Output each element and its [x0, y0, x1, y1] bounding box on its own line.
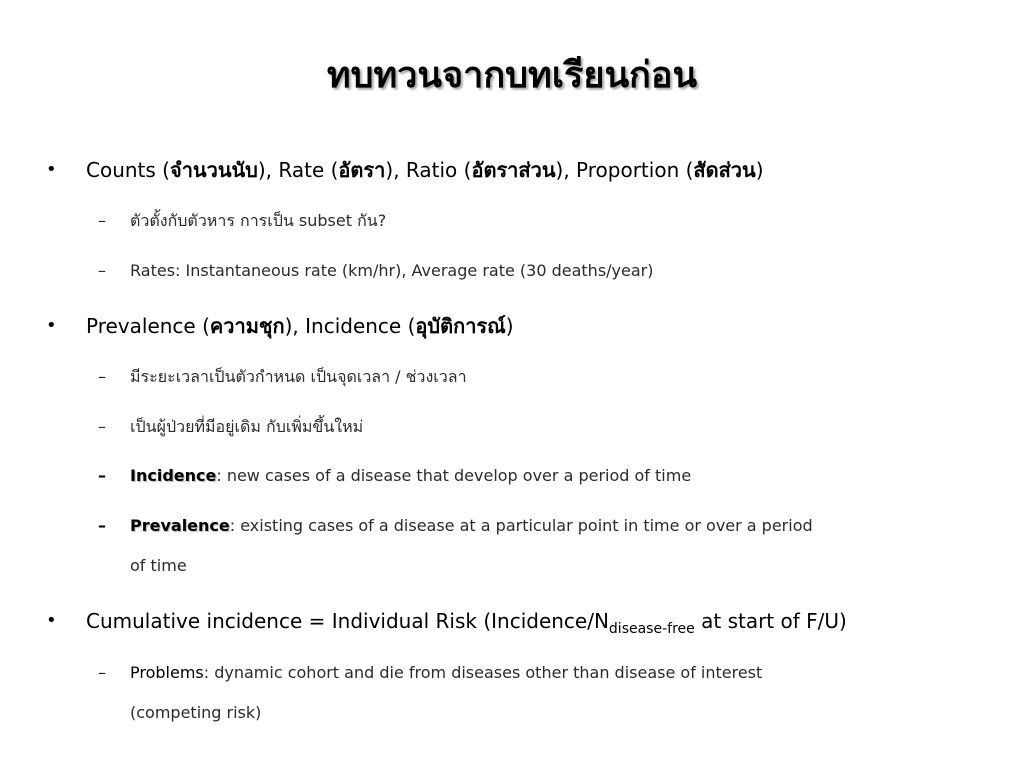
text: ), Incidence (	[284, 314, 416, 338]
sub-bullet-problems	[130, 660, 762, 686]
bullet-prevalence-incidence	[86, 311, 514, 341]
sub-bullet-subset: ตัวตั้งกับตัวหาร การเป็น subset กัน?	[130, 211, 387, 230]
sub-bullet-incidence-def	[130, 463, 691, 489]
sub-bullet-rates: Rates: Instantaneous rate (km/hr), Average rate (30 deaths/year)	[130, 261, 654, 280]
text: at start of F/U)	[694, 609, 847, 633]
thai-term-proportion: สัดส่วน	[693, 158, 756, 182]
sub-bullet-prevalence-def	[130, 513, 813, 539]
bullet-icon: •	[46, 159, 57, 180]
sub-bullet-prevalence-def-cont: of time	[130, 556, 187, 575]
subscript-disease-free: disease-free	[608, 621, 695, 637]
thai-term-prevalence: ความชุก	[209, 314, 285, 338]
term-prevalence: Prevalence	[130, 516, 230, 535]
text: ), Rate (	[257, 158, 339, 182]
bullet-cumulative-incidence	[86, 606, 847, 636]
thai-term-incidence: อุบัติการณ์	[415, 314, 506, 338]
text: ), Proportion (	[555, 158, 694, 182]
text: : dynamic cohort and die from diseases other than disease of interest	[203, 663, 763, 682]
sub-bullet-existing-new: เป็นผู้ป่วยที่มีอยู่เดิม กับเพิ่มขึ้นใหม่	[130, 417, 364, 436]
bullet-counts-rate-ratio	[86, 155, 764, 185]
sub-bullet-time: มีระยะเวลาเป็นตัวกำหนด เป็นจุดเวลา / ช่วงเวลา	[130, 367, 467, 386]
bullet-icon: •	[46, 315, 57, 336]
thai-term-ratio: อัตราส่วน	[471, 158, 556, 182]
dash-icon: –	[98, 261, 106, 280]
term-problems: Problems	[130, 663, 204, 682]
text: )	[755, 158, 764, 182]
dash-icon: –	[98, 663, 106, 682]
thai-term-rate: อัตรา	[338, 158, 386, 182]
text: ), Ratio (	[385, 158, 472, 182]
thai-term-counts: จำนวนนับ	[169, 158, 258, 182]
text: Counts (	[86, 158, 170, 182]
text: Cumulative incidence = Individual Risk (Incidence/N	[86, 609, 609, 633]
dash-icon: –	[98, 367, 106, 386]
dash-icon: –	[98, 466, 106, 485]
term-incidence: Incidence	[130, 466, 217, 485]
sub-bullet-problems-cont: (competing risk)	[130, 703, 262, 722]
text: : existing cases of a disease at a particular point in time or over a period	[229, 516, 813, 535]
text: Prevalence (	[86, 314, 210, 338]
slide-title: ทบทวนจากบทเรียนก่อน	[326, 54, 698, 96]
bullet-icon: •	[46, 610, 57, 631]
dash-icon: –	[98, 211, 106, 230]
text: : new cases of a disease that develop over a period of time	[216, 466, 692, 485]
text: )	[505, 314, 514, 338]
dash-icon: –	[98, 516, 106, 535]
dash-icon: –	[98, 417, 106, 436]
